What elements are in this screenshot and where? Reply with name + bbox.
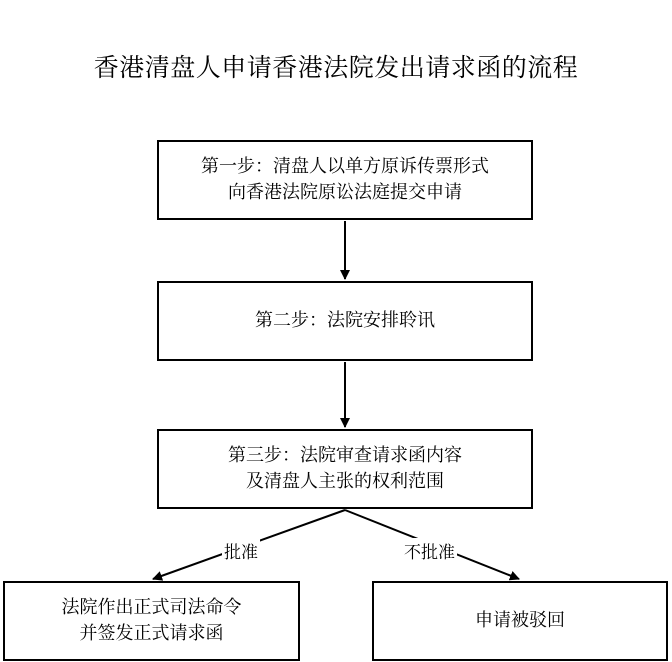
step3-line1: 第三步：法院审查请求函内容 — [228, 445, 462, 466]
step1-line1: 第一步：清盘人以单方原诉传票形式 — [201, 156, 489, 177]
step2-line1: 第二步：法院安排聆讯 — [255, 310, 435, 331]
step3-line2: 及清盘人主张的权利范围 — [246, 471, 444, 492]
rejected-line1: 申请被驳回 — [475, 610, 565, 631]
reject-label: 不批准 — [402, 538, 457, 563]
rejected-outcome-box — [372, 581, 668, 661]
approved-outcome-box — [3, 581, 300, 661]
approved-line2: 并签发正式请求函 — [79, 623, 224, 644]
approve-label: 批准 — [222, 538, 260, 563]
diagram-title: 香港清盘人申请香港法院发出请求函的流程 — [93, 53, 579, 82]
approved-line1: 法院作出正式司法命令 — [61, 597, 242, 618]
step1-line2: 向香港法院原讼法庭提交申请 — [228, 182, 462, 203]
